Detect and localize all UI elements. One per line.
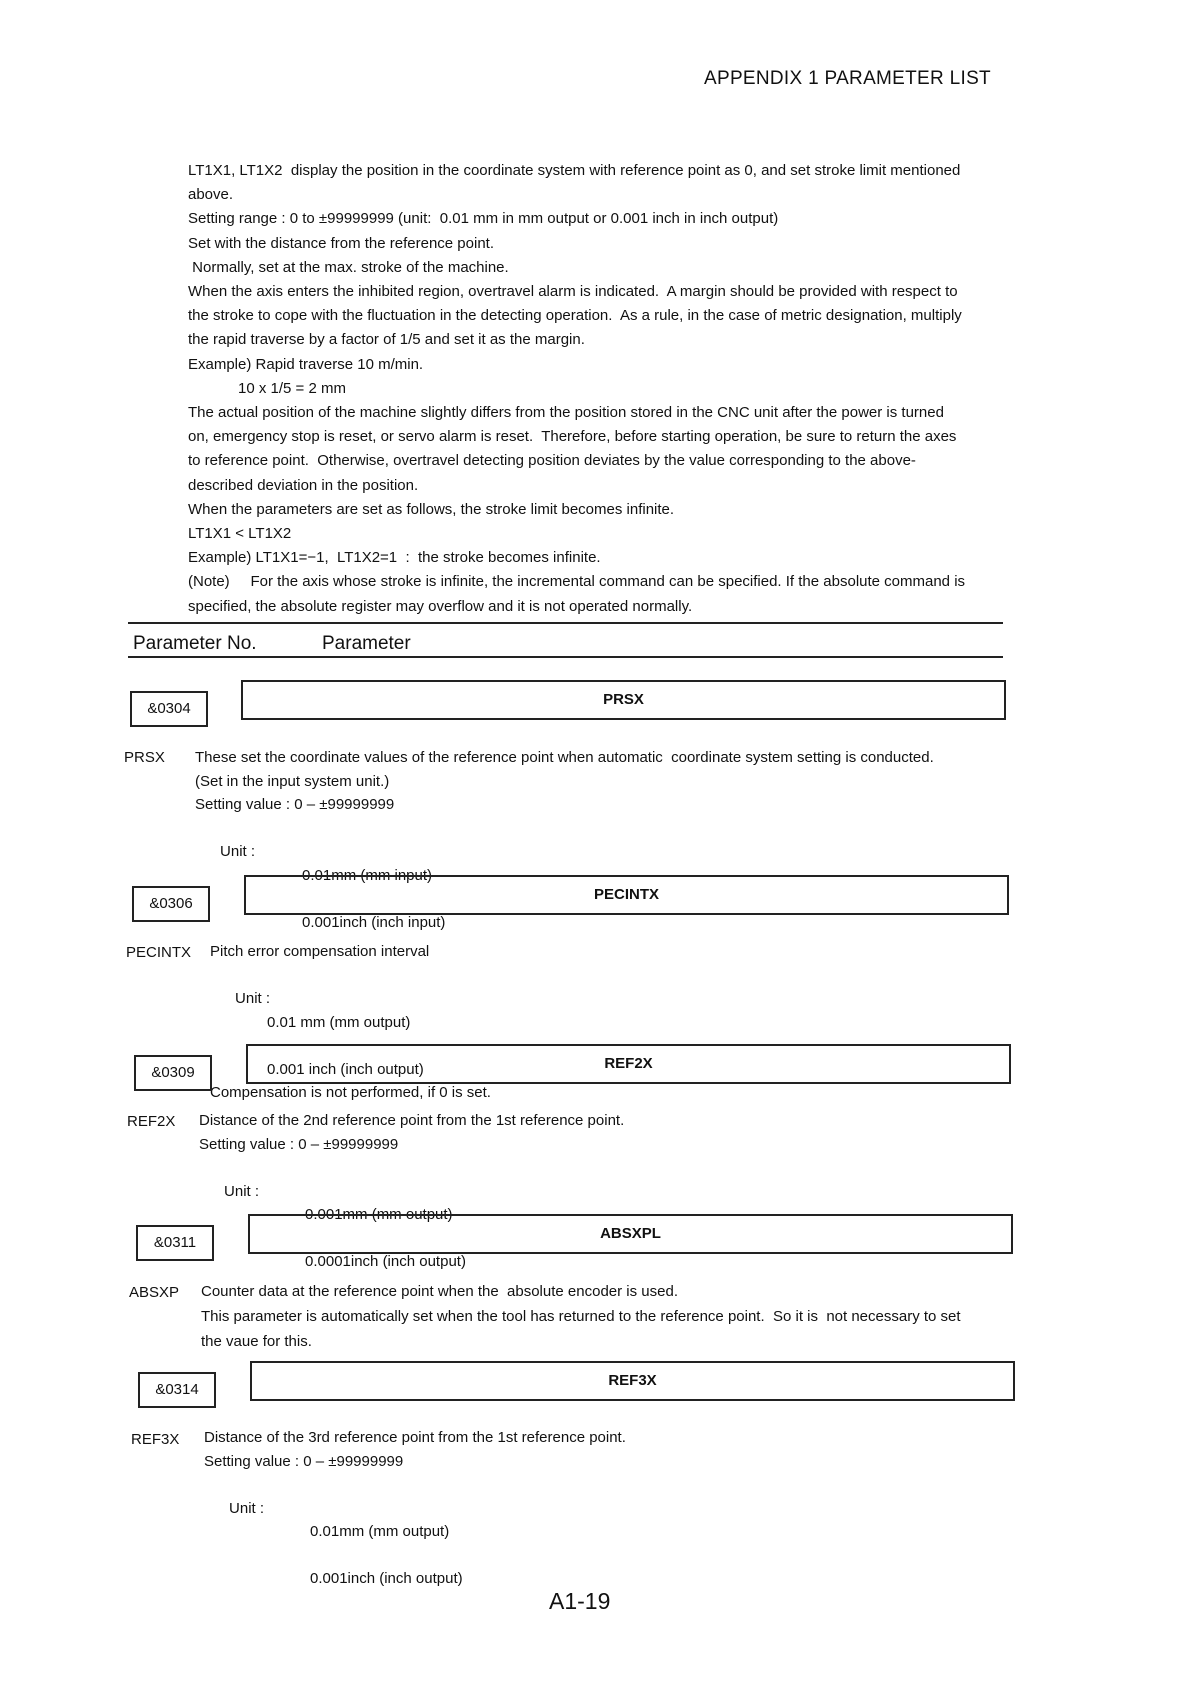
- intro-line: When the axis enters the inhibited region, overtravel alarm is indicated. A margin should be provided with respect to: [188, 283, 958, 301]
- intro-line: Setting range : 0 to ±99999999 (unit: 0.01 mm in mm output or 0.001 inch in inch output): [188, 210, 779, 228]
- intro-line: 10 x 1/5 = 2 mm: [188, 379, 346, 397]
- intro-line: the rapid traverse by a factor of 1/5 and set it as the margin.: [188, 331, 585, 349]
- param-text: Counter data at the reference point when the absolute encoder is used.: [201, 1283, 678, 1300]
- param-name-box: ABSXPL: [248, 1214, 1013, 1254]
- unit-value: 0.01mm (mm output): [310, 1523, 450, 1540]
- column-header-parameter-no: Parameter No.: [133, 633, 257, 654]
- param-text: Pitch error compensation interval: [210, 943, 430, 960]
- param-name-box: PRSX: [241, 680, 1006, 720]
- param-text: Distance of the 2nd reference point from the 1st reference point.: [199, 1112, 625, 1129]
- param-label: PECINTX: [126, 944, 192, 961]
- param-description: [204, 1426, 626, 1591]
- unit-label: Unit :: [224, 1182, 260, 1200]
- intro-line: When the parameters are set as follows, the stroke limit becomes infinite.: [188, 500, 675, 518]
- unit-label: Unit :: [220, 843, 256, 860]
- param-note: Compensation is not performed, if 0 is set.: [210, 1084, 491, 1101]
- intro-line: above.: [188, 186, 234, 204]
- intro-line: to reference point. Otherwise, overtravel detecting position deviates by the value corresponding to the above-: [188, 452, 916, 470]
- intro-line: described deviation in the position.: [188, 476, 419, 494]
- intro-line: the stroke to cope with the fluctuation in the detecting operation. As a rule, in the case of metric designation, multiply: [188, 307, 962, 325]
- param-description: [201, 1279, 961, 1354]
- page-header: APPENDIX 1 PARAMETER LIST: [704, 68, 991, 89]
- param-setting: Setting value : 0 – ±99999999: [199, 1135, 399, 1153]
- param-name-box: REF3X: [250, 1361, 1015, 1401]
- table-header-bottom-rule: [128, 656, 1003, 658]
- unit-value: 0.0001inch (inch output): [305, 1253, 466, 1270]
- intro-line: (Note) For the axis whose stroke is infinite, the incremental command can be specified. If the absolute command is: [188, 573, 966, 591]
- param-text: (Set in the input system unit.): [195, 772, 390, 790]
- param-unit-row: [204, 1473, 626, 1567]
- table-header-top-rule: [128, 622, 1003, 624]
- param-text: the vaue for this.: [201, 1333, 312, 1350]
- param-label: PRSX: [124, 749, 165, 766]
- unit-value: 0.001 inch (inch output): [267, 1060, 424, 1078]
- intro-line: Normally, set at the max. stroke of the machine.: [188, 258, 509, 276]
- intro-line: LT1X1, LT1X2 display the position in the coordinate system with reference point as 0, and set stroke limit mentioned: [188, 162, 961, 179]
- param-setting: Setting value : 0 – ±99999999: [204, 1452, 404, 1470]
- intro-line: Set with the distance from the reference point.: [188, 234, 494, 252]
- param-text: Distance of the 3rd reference point from the 1st reference point.: [204, 1429, 626, 1446]
- param-text: This parameter is automatically set when the tool has returned to the reference point. So it is not necessary to set: [201, 1308, 961, 1325]
- param-setting: Setting value : 0 – ±99999999: [195, 796, 395, 813]
- intro-line: specified, the absolute register may overflow and it is not operated normally.: [188, 597, 693, 615]
- intro-line: Example) Rapid traverse 10 m/min.: [188, 355, 424, 373]
- param-label: REF3X: [131, 1431, 180, 1448]
- unit-value: 0.001mm (mm output): [305, 1206, 453, 1223]
- param-name-box: PECINTX: [244, 875, 1009, 915]
- page-number: A1-19: [549, 1588, 611, 1614]
- param-label: ABSXP: [129, 1284, 180, 1301]
- param-text: These set the coordinate values of the reference point when automatic coordinate system setting is conducted.: [195, 749, 934, 766]
- param-label: REF2X: [127, 1113, 176, 1130]
- column-header-parameter: Parameter: [322, 633, 411, 654]
- param-number-box: &0314: [138, 1372, 216, 1408]
- param-number-box: &0306: [132, 886, 210, 922]
- intro-line: on, emergency stop is reset, or servo alarm is reset. Therefore, before starting operation, be sure to return the axes: [188, 428, 957, 446]
- param-number-box: &0309: [134, 1055, 212, 1091]
- param-number-box: &0311: [136, 1225, 214, 1261]
- intro-line: LT1X1 < LT1X2: [188, 525, 292, 543]
- unit-label: Unit :: [235, 990, 271, 1007]
- unit-value: 0.001inch (inch output): [310, 1570, 463, 1587]
- intro-line: Example) LT1X1=−1, LT1X2=1 : the stroke becomes infinite.: [188, 549, 601, 567]
- unit-value: 0.001inch (inch input): [302, 913, 446, 931]
- intro-line: The actual position of the machine slightly differs from the position stored in the CNC unit after the power is turned: [188, 404, 944, 422]
- intro-text: [188, 159, 1018, 619]
- param-name-box: REF2X: [246, 1044, 1011, 1084]
- unit-label: Unit :: [229, 1499, 265, 1517]
- unit-value: 0.01 mm (mm output): [267, 1013, 411, 1031]
- unit-value: 0.01mm (mm input): [302, 866, 433, 884]
- param-number-box: &0304: [130, 691, 208, 727]
